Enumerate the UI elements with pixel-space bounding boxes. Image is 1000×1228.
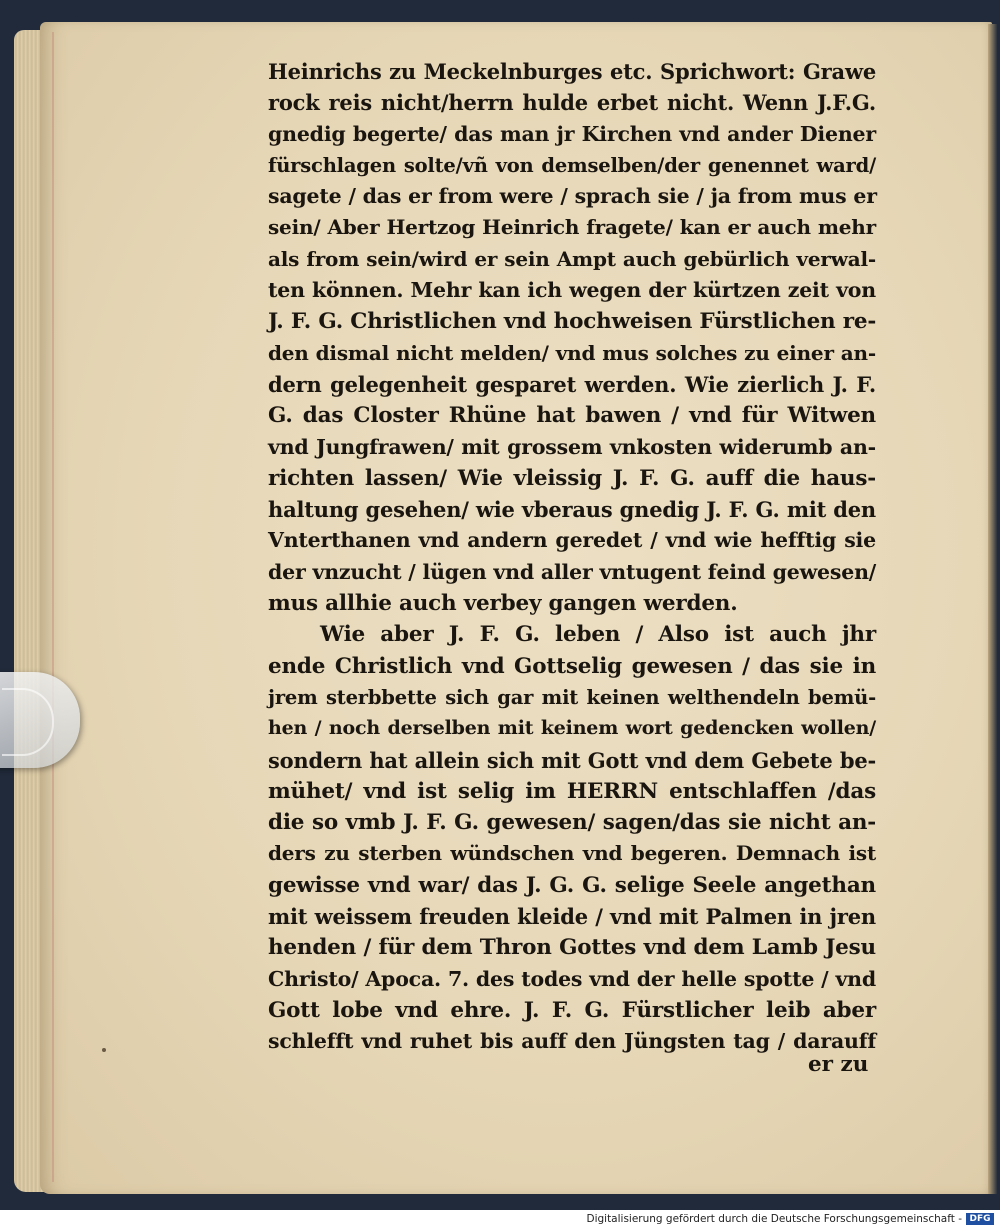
text-line: der vnzucht / lügen vnd aller vntugent feind gewesen/ (268, 559, 877, 584)
catchword: er zu (808, 1052, 869, 1077)
text-line: mühet/ vnd ist selig im HERRN entschlaffen /das (268, 778, 876, 804)
text-line: ten können. Mehr kan ich wegen der kürtzen zeit von (268, 278, 876, 303)
text-line: richten lassen/ Wie vleissig J. F. G. auff die haus- (268, 465, 876, 491)
text-line: mit weissem freuden kleide / vnd mit Palmen in jren (268, 904, 876, 930)
text-line: schlefft vnd ruhet bis auff den Jüngsten tag / darauff (268, 1029, 876, 1054)
text-line: henden / für dem Thron Gottes vnd dem Lamb Jesu (268, 935, 876, 961)
text-line: mus allhie auch verbey gangen werden. (268, 591, 738, 617)
text-line: sagete / das er from were / sprach sie / ja from mus er (268, 184, 877, 209)
text-line: als from sein/wird er sein Ampt auch gebürlich verwal- (268, 246, 876, 271)
text-line: gewisse vnd war/ das J. G. G. selige Seele angethan (268, 872, 876, 898)
text-line: Heinrichs zu Meckelnburges etc. Sprichwort: Grawe (268, 59, 876, 84)
text-line: vnd Jungfrawen/ mit grossem vnkosten widerumb an- (268, 434, 876, 459)
text-line: die so vmb J. F. G. gewesen/ sagen/das sie nicht an- (268, 810, 876, 836)
text-line: haltung gesehen/ wie vberaus gnedig J. F. G. mit den (268, 497, 876, 523)
text-line: Gott lobe vnd ehre. J. F. G. Fürstlicher leib aber (268, 997, 876, 1023)
paper-speck (102, 1048, 106, 1052)
text-line: Christo/ Apoca. 7. des todes vnd der helle spotte / vnd (268, 966, 876, 991)
dfg-logo: DFG (966, 1213, 994, 1225)
gutter-line (52, 32, 54, 1182)
text-line: sein/ Aber Hertzog Heinrich fragete/ kan er auch mehr (268, 215, 876, 240)
body-text (268, 56, 876, 1058)
text-line: dern gelegenheit gesparet werden. Wie zierlich J. F. (268, 371, 876, 397)
text-line: sondern hat allein sich mit Gott vnd dem Gebete be- (268, 747, 876, 773)
text-line: G. das Closter Rhüne hat bawen / vnd für Witwen (268, 403, 876, 429)
funding-credit: Digitalisierung gefördert durch die Deutsche Forschungsgemeinschaft - (586, 1213, 962, 1225)
text-line: rock reis nicht/herrn hulde erbet nicht. Wenn J.F.G. (268, 90, 876, 116)
paragraph-start-line: Wie aber J. F. G. leben / Also ist auch jhr (320, 622, 876, 648)
text-line: fürschlagen solte/vñ von demselben/der genennet ward/ (268, 153, 876, 177)
text-line: hen / noch derselben mit keinem wort gedencken wollen/ (268, 717, 876, 740)
text-line: Vnterthanen vnd andern geredet / vnd wie hefftig sie (268, 528, 876, 553)
footer-bar (0, 1210, 1000, 1228)
page-right-edge (988, 24, 998, 1194)
text-line: gnedig begerte/ das man jr Kirchen vnd ander Diener (268, 121, 876, 146)
text-line: ende Christlich vnd Gottselig gewesen / das sie in (268, 653, 876, 679)
text-line: ders zu sterben wündschen vnd begeren. Demnach ist (268, 841, 876, 866)
text-line: J. F. G. Christlichen vnd hochweisen Fürstlichen re- (268, 309, 877, 335)
text-line: jrem sterbbette sich gar mit keinen welthendeln bemü- (268, 685, 876, 709)
text-line: den dismal nicht melden/ vnd mus solches zu einer an- (268, 340, 876, 365)
